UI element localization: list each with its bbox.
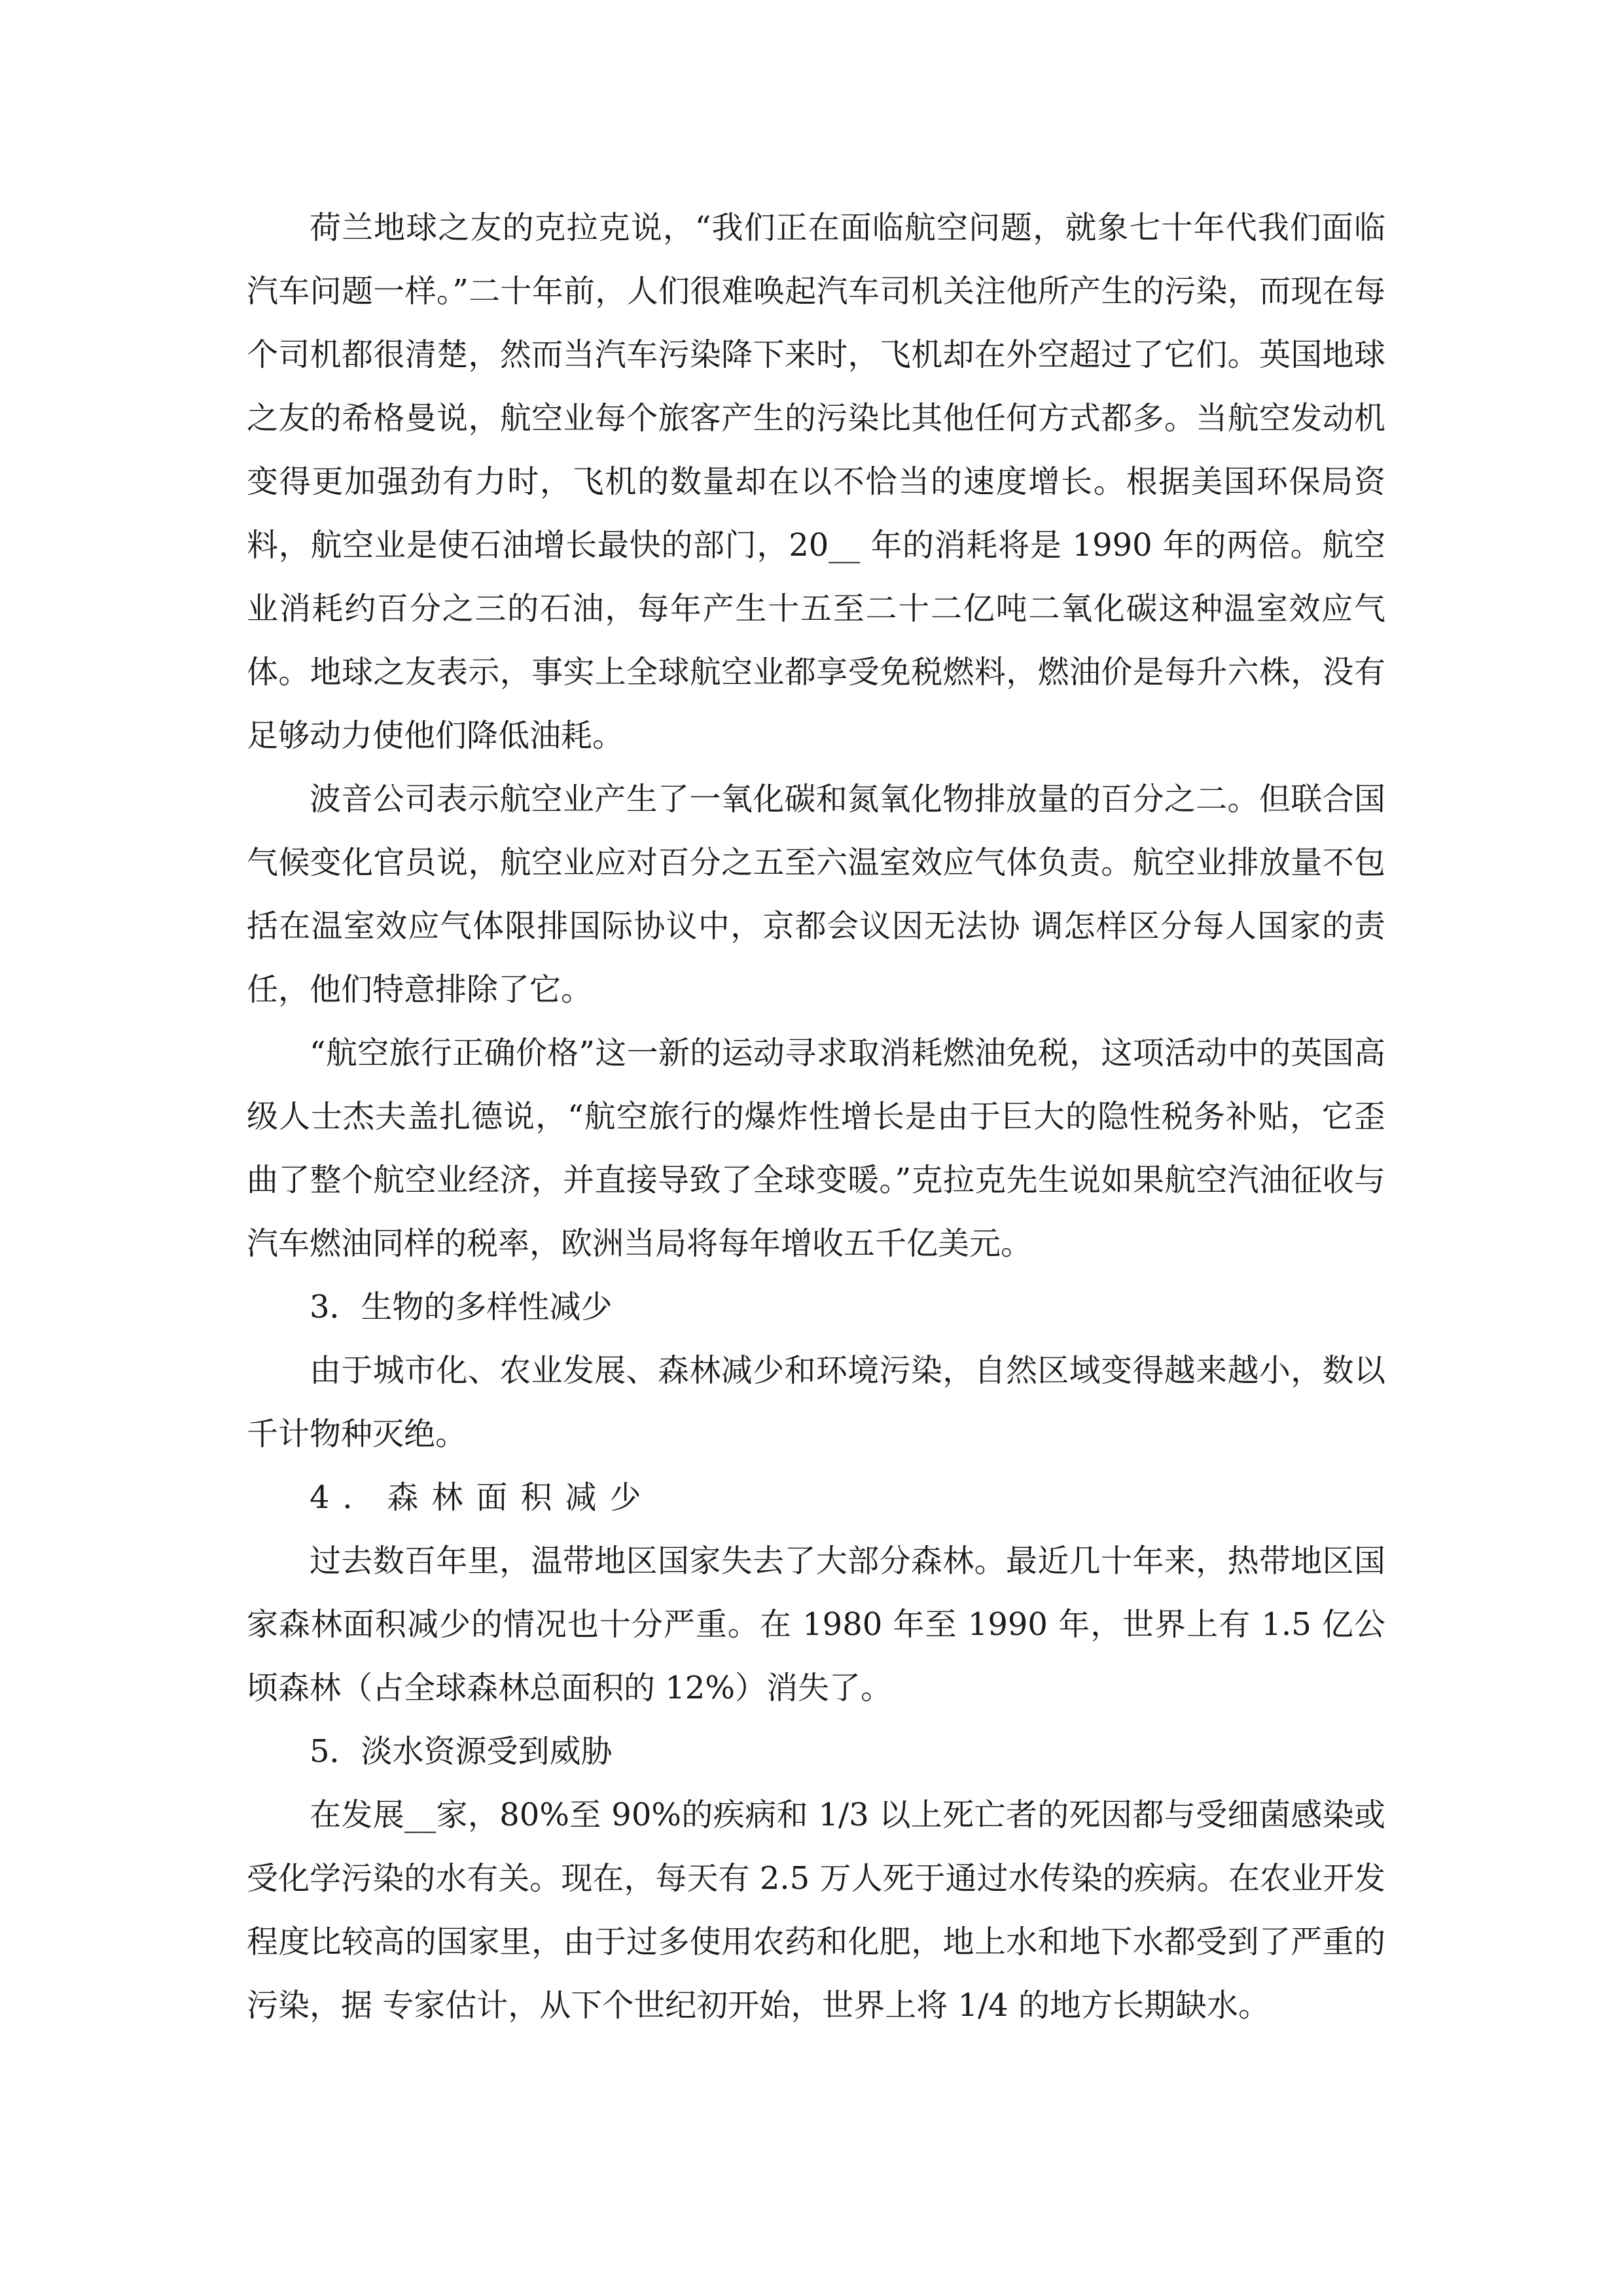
paragraph-biodiversity: 由于城市化、农业发展、森林减少和环境污染，自然区域变得越来越小，数以千计物种灭绝。 [247, 1352, 1385, 1452]
paragraph-forest-area: 过去数百年里，温带地区国家失去了大部分森林。最近几十年来，热带地区国家森林面积减少的情况也十分严重。在 1980 年至 1990 年，世界上有 1.5 亿公顷森林（占全球森林总面积的 12%）消失了。 [247, 1543, 1385, 1706]
paragraph-boeing-emissions: 波音公司表示航空业产生了一氧化碳和氮氧化物排放量的百分之二。但联合国气候变化官员说，航空业应对百分之五至六温室效应气体负责。航空业排放量不包括在温室效应气体限排国际协议中，京都会议因无法协 调怎样区分每人国家的责任，他们特意排除了它。 [247, 781, 1385, 1008]
paragraph-fuel-tax-campaign: “航空旅行正确价格”这一新的运动寻求取消耗燃油免税，这项活动中的英国高级人士杰夫盖扎德说，“航空旅行的爆炸性增长是由于巨大的隐性税务补贴，它歪曲了整个航空业经济，并直接导致了全球变暖。”克拉克先生说如果航空汽油征收与汽车燃油同样的税率，欧洲当局将每年增收五千亿美元。 [247, 1035, 1385, 1262]
paragraph-freshwater: 在发展__家，80%至 90%的疾病和 1/3 以上死亡者的死因都与受细菌感染或受化学污染的水有关。现在，每天有 2.5 万人死于通过水传染的疾病。在农业开发程度比较高的国家里，由于过多使用农药和化肥，地上水和地下水都受到了严重的污染，据 专家估计，从下个世纪初开始，世界上将 1/4 的地方长期缺水。 [247, 1797, 1385, 2024]
section-heading-forest-area: 4．森林面积减少 [310, 1479, 654, 1516]
section-heading-biodiversity: 3．生物的多样性减少 [310, 1289, 613, 1325]
document-body [247, 196, 1385, 2037]
section-heading-freshwater: 5．淡水资源受到威胁 [310, 1733, 613, 1770]
paragraph-aviation-pollution: 荷兰地球之友的克拉克说，“我们正在面临航空问题，就象七十年代我们面临汽车问题一样。”二十年前，人们很难唤起汽车司机关注他所产生的污染，而现在每个司机都很清楚，然而当汽车污染降下来时，飞机却在外空超过了它们。英国地球之友的希格曼说，航空业每个旅客产生的污染比其他任何方式都多。当航空发动机变得更加强劲有力时，飞机的数量却在以不恰当的速度增长。根据美国环保局资料，航空业是使石油增长最快的部门，20__ 年的消耗将是 1990 年的两倍。航空业消耗约百分之三的石油，每年产生十五至二十二亿吨二氧化碳这种温室效应气体。地球之友表示，事实上全球航空业都享受免税燃料，燃油价是每升六株，没有足够动力使他们降低油耗。 [247, 209, 1385, 754]
